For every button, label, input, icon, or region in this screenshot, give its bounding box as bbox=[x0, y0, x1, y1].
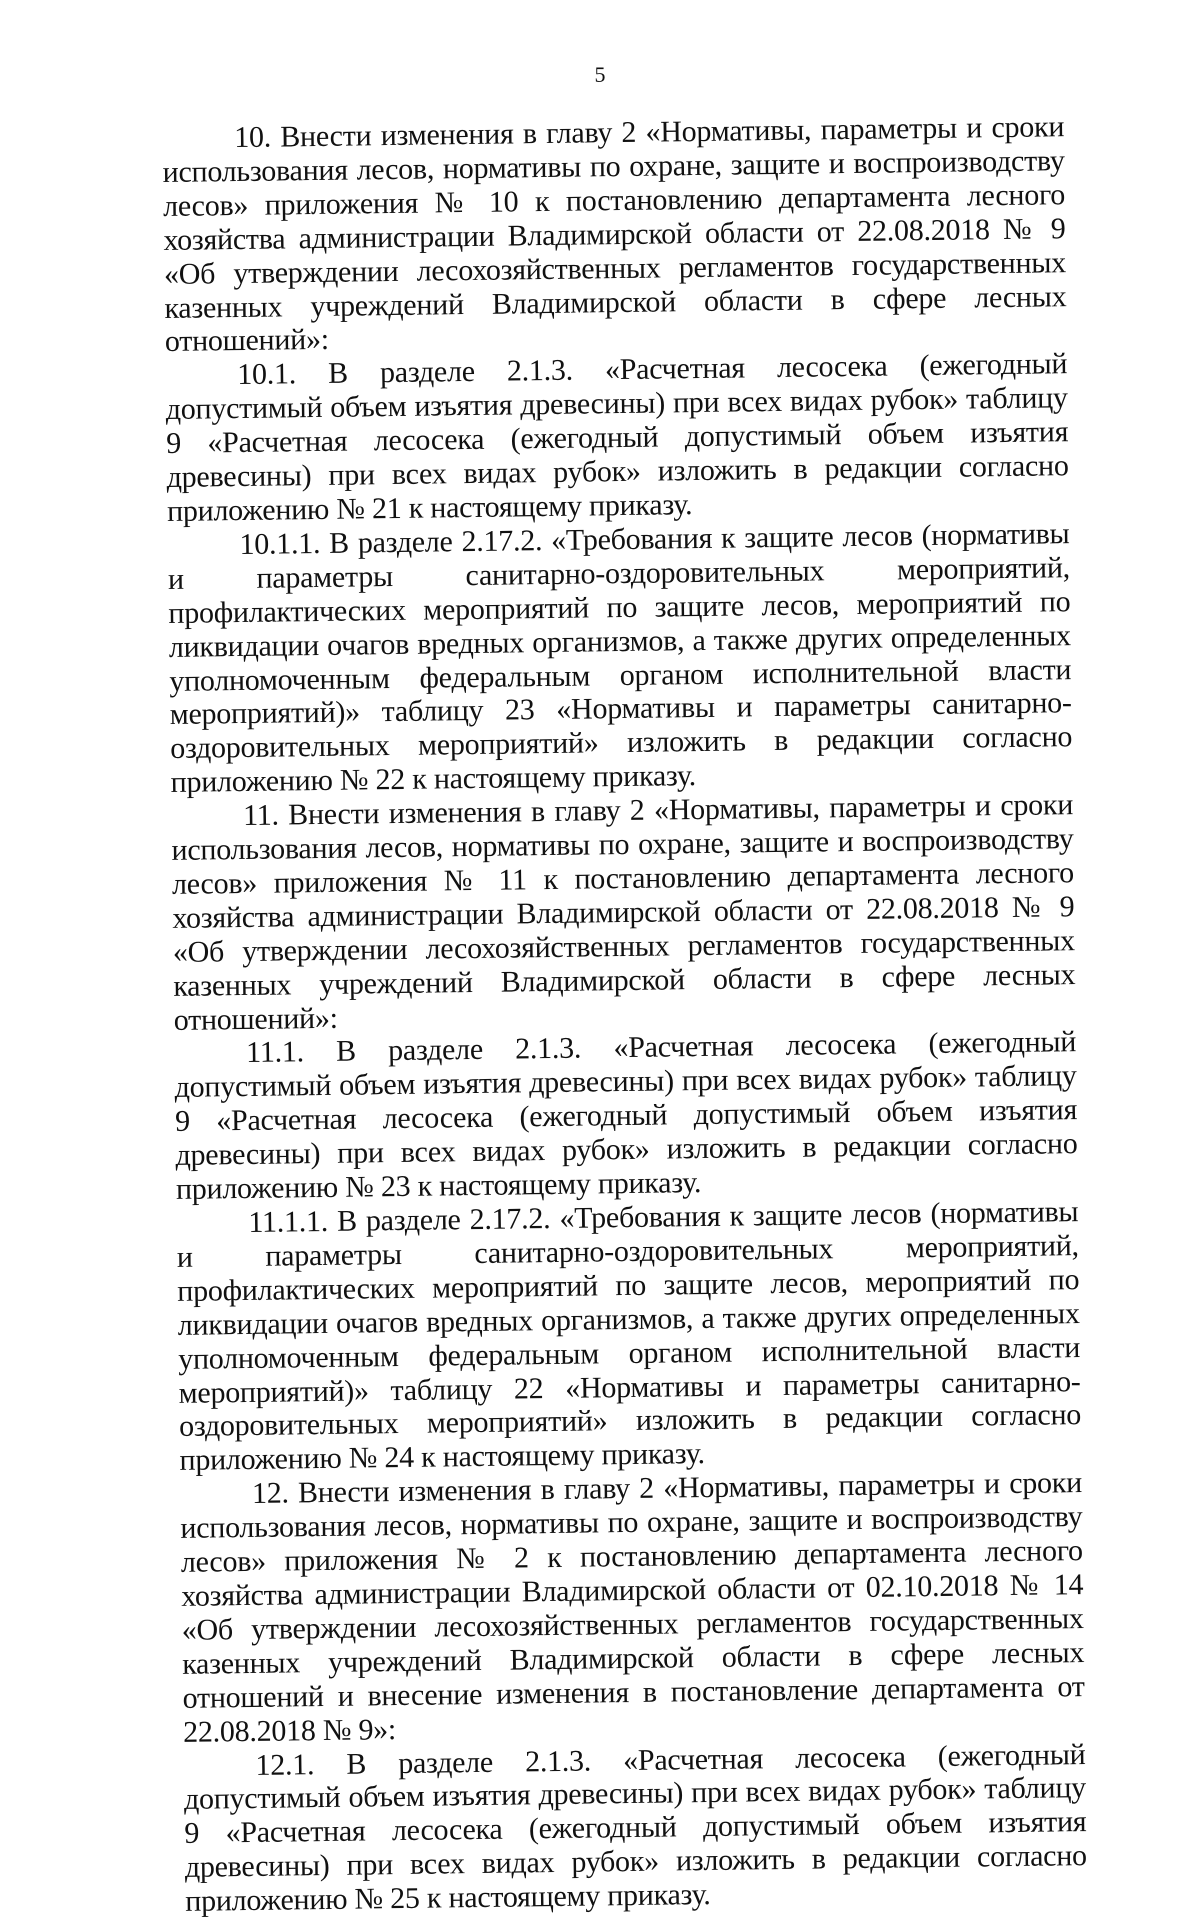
paragraph-item-11-1: 11.1. В разделе 2.1.3. «Расчетная лесосека (ежегодный допустимый объем изъятия древесины) при всех видах рубок» таблицу 9 «Расчетная лесосека (ежегодный допустимый объем изъятия древесины) при всех видах рубок» изложить в редакции согласно приложению № 23 к настоящему приказу. bbox=[174, 1025, 1078, 1207]
document-body bbox=[162, 110, 1087, 1919]
paragraph-item-10: 10. Внести изменения в главу 2 «Нормативы, параметры и сроки использования лесов, нормативы по охране, защите и воспроизводству лесов» приложения № 10 к постановлению департамента лесного хозяйства администрации Владимирской области от 22.08.2018 № 9 «Об утверждении лесохозяйственных регламентов государственных казенных учреждений Владимирской области в сфере лесных отношений»: bbox=[162, 110, 1067, 359]
paragraph-item-10-1-1: 10.1.1. В разделе 2.17.2. «Требования к защите лесов (нормативы и параметры санитарно-оздоровительных мероприятий, профилактических мероприятий по защите лесов, мероприятий по ликвидации очагов вредных организмов, а также других определенных уполномоченным федеральным органом исполнительной власти мероприятий)» таблицу 23 «Нормативы и параметры санитарно-оздоровительных мероприятий» изложить в редакции согласно приложению № 22 к настоящему приказу. bbox=[167, 517, 1073, 800]
paragraph-item-12-1: 12.1. В разделе 2.1.3. «Расчетная лесосека (ежегодный допустимый объем изъятия древесины) при всех видах рубок» таблицу 9 «Расчетная лесосека (ежегодный допустимый объем изъятия древесины) при всех видах рубок» изложить в редакции согласно приложению № 25 к настоящему приказу. bbox=[183, 1737, 1087, 1918]
paragraph-item-11: 11. Внести изменения в главу 2 «Нормативы, параметры и сроки использования лесов, нормативы по охране, защите и воспроизводству лесов» приложения № 11 к постановлению департамента лесного хозяйства администрации Владимирской области от 22.08.2018 № 9 «Об утверждении лесохозяйственных регламентов государственных казенных учреждений Владимирской области в сфере лесных отношений»: bbox=[171, 788, 1076, 1037]
paragraph-item-12: 12. Внести изменения в главу 2 «Нормативы, параметры и сроки использования лесов, нормативы по охране, защите и воспроизводству лесов» приложения № 2 к постановлению департамента лесного хозяйства администрации Владимирской области от 02.10.2018 № 14 «Об утверждении лесохозяйственных регламентов государственных казенных учреждений Владимирской области в сфере лесных отношений и внесение изменения в постановление департамента от 22.08.2018 № 9»: bbox=[180, 1466, 1085, 1749]
page-number: 5 bbox=[594, 62, 606, 87]
paragraph-item-10-1: 10.1. В разделе 2.1.3. «Расчетная лесосека (ежегодный допустимый объем изъятия древесины) при всех видах рубок» таблицу 9 «Расчетная лесосека (ежегодный допустимый объем изъятия древесины) при всех видах рубок» изложить в редакции согласно приложению № 21 к настоящему приказу. bbox=[165, 347, 1069, 528]
paragraph-item-11-1-1: 11.1.1. В разделе 2.17.2. «Требования к защите лесов (нормативы и параметры санитарно-оздоровительных мероприятий, профилактических мероприятий по защите лесов, мероприятий по ликвидации очагов вредных организмов, а также других определенных уполномоченным федеральным органом исполнительной власти мероприятий)» таблицу 22 «Нормативы и параметры санитарно-оздоровительных мероприятий» изложить в редакции согласно приложению № 24 к настоящему приказу. bbox=[176, 1195, 1082, 1478]
